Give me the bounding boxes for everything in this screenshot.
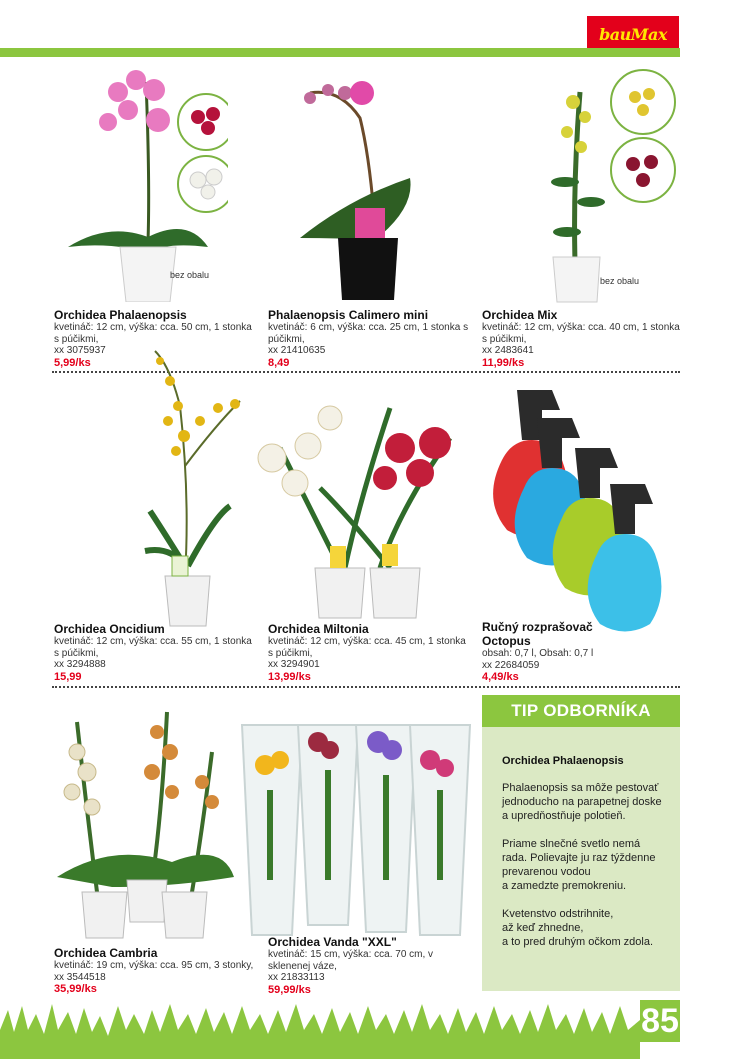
product-desc: kvetináč: 12 cm, výška: cca. 40 cm, 1 stonka s púčikmi, [482, 322, 680, 345]
product-code: xx 3294888 [54, 659, 106, 670]
product-orchidea-miltonia [268, 622, 473, 683]
product-orchidea-cambria [54, 946, 259, 995]
product-desc: kvetináč: 15 cm, výška: cca. 70 cm, v sklenenej váze, [268, 949, 434, 972]
product-price: 11,99/ks [482, 356, 525, 369]
product-orchidea-oncidium [54, 622, 259, 683]
product-name: Orchidea Vanda "XXL" [268, 935, 397, 949]
product-desc: kvetináč: 19 cm, výška: cca. 95 cm, 3 stonky, [54, 960, 254, 971]
product-price: 59,99/ks [268, 983, 311, 996]
tip-paragraph: Phalaenopsis sa môže pestovať jednoducho na parapetnej doske a upredňostňuje polotieň. [502, 782, 662, 822]
product-code: xx 3075937 [54, 345, 106, 356]
product-code: xx 22684059 [482, 659, 540, 671]
product-orchidea-mix [482, 308, 687, 369]
tip-header: TIP ODBORNÍKA [482, 695, 680, 727]
product-name: Phalaenopsis Calimero mini [268, 308, 429, 322]
product-price: 15,99 [54, 670, 82, 683]
product-desc: kvetináč: 12 cm, výška: cca. 50 cm, 1 stonka s púčikmi, [54, 322, 252, 345]
grass-decoration [0, 1000, 640, 1059]
cambria-image [52, 692, 234, 942]
product-price: 35,99/ks [54, 983, 97, 995]
product-rozprasovac-octopus [482, 620, 602, 683]
row-divider-2 [52, 686, 680, 688]
product-phalaenopsis-calimero [268, 308, 473, 369]
product-desc: kvetináč: 12 cm, výška: cca. 55 cm, 1 stonka s púčikmi, [54, 636, 252, 659]
product-orchidea-vanda [268, 935, 458, 996]
tip-paragraph: Priame slnečné svetlo nemá rada. Polievajte ju raz týždenne prevarenou vodou a zamedzte premokreniu. [502, 838, 656, 892]
product-desc: kvetináč: 6 cm, výška: cca. 25 cm, 1 stonka s púčikmi, [268, 322, 469, 345]
product-price: 5,99/ks [54, 356, 91, 369]
page-number: 85 [640, 1000, 680, 1042]
calimero-image [290, 68, 430, 304]
sprayer-image [482, 380, 672, 636]
tip-box [482, 695, 680, 991]
product-name: Orchidea Cambria [54, 946, 158, 960]
product-code: xx 2483641 [482, 345, 534, 356]
product-desc: kvetináč: 12 cm, výška: cca. 45 cm, 1 stonka s púčikmi, [268, 636, 466, 659]
miltonia-image [250, 388, 480, 620]
phalaenopsis-image [58, 62, 228, 302]
vanda-image [240, 720, 472, 938]
header-bar [0, 48, 680, 57]
product-name: Orchidea Miltonia [268, 622, 369, 636]
product-code: xx 21833113 [268, 972, 325, 983]
product-name: Orchidea Oncidium [54, 622, 165, 636]
product-name: Ručný rozprašovač Octopus [482, 620, 593, 648]
tip-paragraph: Kvetenstvo odstrihnite, až keď zhnedne, a to pred druhým očkom zdola. [502, 908, 654, 948]
product-code: xx 3294901 [268, 659, 320, 670]
product-name: Orchidea Mix [482, 308, 558, 322]
oncidium-image [140, 346, 250, 628]
tip-title: Orchidea Phalaenopsis [502, 755, 624, 767]
bez-obalu-note-2: bez obalu [600, 276, 640, 286]
product-price: 4,49/ks [482, 671, 519, 683]
product-code: xx 3544518 [54, 971, 106, 983]
product-code: xx 21410635 [268, 345, 326, 356]
bez-obalu-note: bez obalu [170, 270, 210, 280]
product-price: 8,49 [268, 356, 290, 369]
product-price: 13,99/ks [268, 670, 311, 683]
orchid-mix-image [545, 62, 685, 304]
product-desc: obsah: 0,7 l, Obsah: 0,7 l [482, 648, 594, 659]
baumax-logo: bauMax [587, 16, 679, 52]
product-name: Orchidea Phalaenopsis [54, 308, 187, 322]
